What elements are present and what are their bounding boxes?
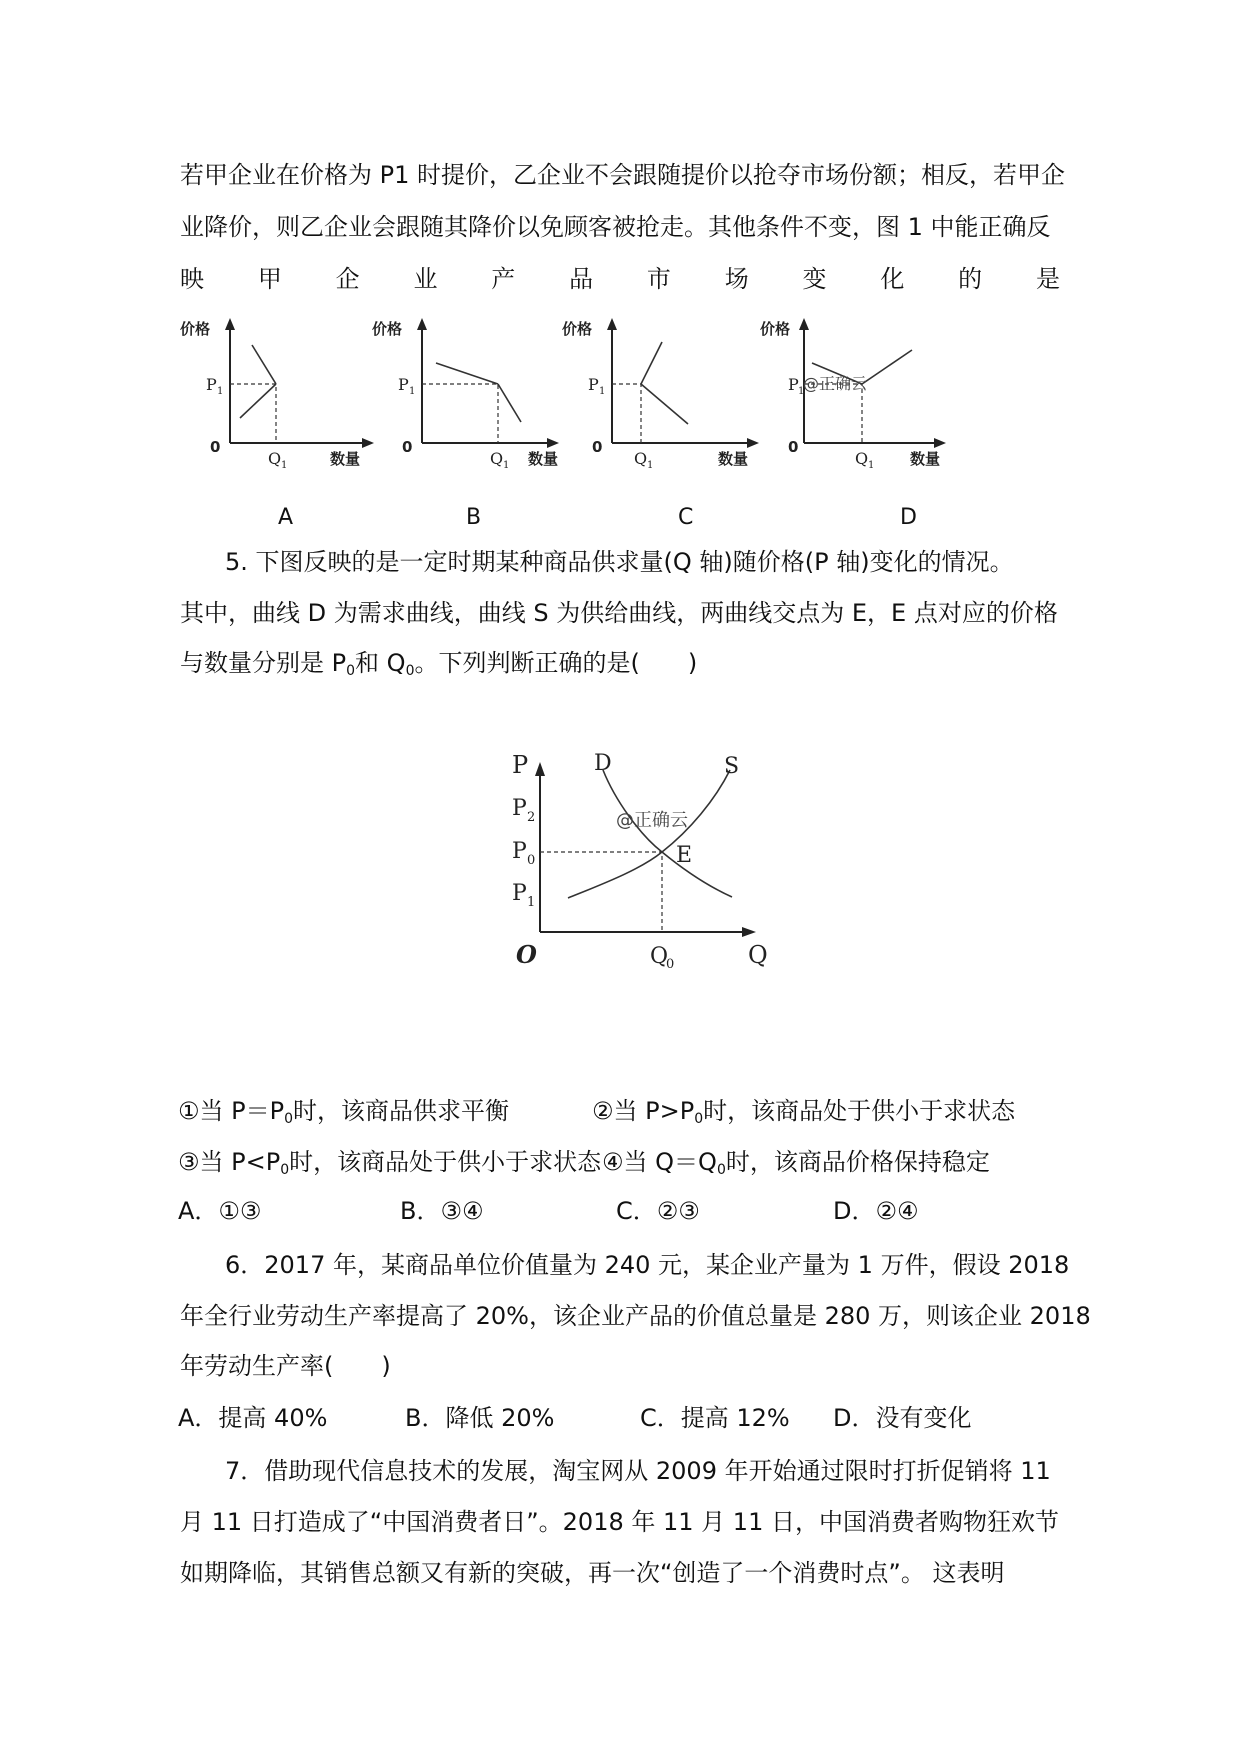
q5-graph-s-label: S <box>724 754 740 779</box>
q7-line-3: 如期降临，其销售总额又有新的突破，再一次“创造了一个消费时点”。 这表明 <box>180 1559 1005 1587</box>
q4-line-1: 若甲企业在价格为 P1 时提价，乙企业不会跟随提价以抢夺市场份额；相反，若甲企 <box>180 161 1065 189</box>
q4-watermark: @正确云 <box>803 374 868 393</box>
q4-graph-b-y-label: 价格 <box>372 320 403 338</box>
q5-graph-q0-sub: 0 <box>666 957 675 972</box>
q5-graph-q-arrow <box>742 927 756 937</box>
q5-graph-p2-label: P <box>512 796 527 821</box>
q5-line-3-part: 。下列判断正确的是( ) <box>414 649 698 677</box>
q4-char: 品 <box>569 265 594 293</box>
q4-option-d: D <box>900 505 917 530</box>
q4-graph-c-q-label: Q <box>634 449 648 468</box>
q5-sub: 0 <box>346 663 356 679</box>
q4-char: 业 <box>413 265 438 293</box>
q4-char: 市 <box>646 265 671 293</box>
q5-graph-e-label: E <box>676 843 693 868</box>
q4-graph-b-origin: 0 <box>402 438 413 456</box>
q5-graph-p1-label: P <box>512 881 527 906</box>
q4-graph-d-q-sub: 1 <box>868 460 875 471</box>
q4-char: 产 <box>491 265 516 293</box>
q5-statement-part: 时，该商品供求平衡 <box>293 1097 510 1125</box>
q5-statement-part: ③当 P<P <box>178 1148 281 1176</box>
q5-statement-4 <box>602 1145 990 1187</box>
q5-option-b[interactable]: B．③④ <box>400 1197 484 1225</box>
q5-graph-p-label: P <box>512 751 529 779</box>
q4-option-b: B <box>466 505 482 530</box>
q5-statement-part: 时，该商品价格保持稳定 <box>725 1148 990 1176</box>
q4-char: 企 <box>335 265 360 293</box>
q6-line-2: 年全行业劳动生产率提高了 20%，该企业产品的价值总量是 280 万，则该企业 2018 <box>180 1302 1091 1330</box>
q5-sub: 0 <box>405 663 415 679</box>
q4-char: 甲 <box>257 265 282 293</box>
q5-sub: 0 <box>280 1162 290 1178</box>
q5-graph-p0-label: P <box>512 839 527 864</box>
q5-statement-3 <box>178 1145 601 1187</box>
q5-option-a[interactable]: A．①③ <box>178 1197 262 1225</box>
q5-sub: 0 <box>284 1111 294 1127</box>
q4-graph-c-q-sub: 1 <box>647 460 654 471</box>
q4-graph-d-x-label: 数量 <box>910 450 941 468</box>
q5-graph-p1-sub: 1 <box>527 895 536 910</box>
q4-graph-d-y-label: 价格 <box>760 320 791 338</box>
q5-option-c[interactable]: C．②③ <box>616 1197 700 1225</box>
q4-graph-d-p-sub: 1 <box>798 386 805 397</box>
q4-graph-a-y-label: 价格 <box>180 320 211 338</box>
q5-statement-part: ②当 P>P <box>592 1097 695 1125</box>
q5-line-3-part: 和 Q <box>355 649 406 677</box>
q4-graph-b-q-label: Q <box>490 449 504 468</box>
q6-option-b[interactable]: B．降低 20% <box>405 1404 555 1432</box>
q5-graph-q0-label: Q <box>650 944 669 969</box>
q5-graph-p-arrow <box>535 762 545 776</box>
q5-graph-origin-label: O <box>516 940 537 969</box>
q5-graph-demand-curve <box>603 770 732 897</box>
q5-option-d[interactable]: D．②④ <box>833 1197 919 1225</box>
q4-option-c: C <box>678 505 694 530</box>
q4-graph-a-q-label: Q <box>268 449 282 468</box>
q5-sub: 0 <box>694 1111 704 1127</box>
q5-line-2: 其中，曲线 D 为需求曲线，曲线 S 为供给曲线，两曲线交点为 E，E 点对应的价格 <box>180 599 1058 627</box>
q6-line-3: 年劳动生产率( ) <box>180 1352 391 1380</box>
q5-statement-part: ④当 Q＝Q <box>602 1148 717 1176</box>
q7-line-2: 月 11 日打造成了“中国消费者日”。2018 年 11 月 11 日，中国消费者购物狂欢节 <box>180 1508 1059 1536</box>
q6-option-c[interactable]: C．提高 12% <box>640 1404 790 1432</box>
q4-graph-b-q-sub: 1 <box>503 460 510 471</box>
q5-line-3-part: 与数量分别是 P <box>180 649 347 677</box>
q4-graph-a-origin: 0 <box>210 438 221 456</box>
q4-graph-d-origin: 0 <box>788 438 799 456</box>
q4-char: 的 <box>958 265 983 293</box>
q5-statement-part: 时，该商品处于供小于求状态 <box>703 1097 1016 1125</box>
q4-line-2: 业降价，则乙企业会跟随其降价以免顾客被抢走。其他条件不变，图 1 中能正确反 <box>180 213 1051 241</box>
q4-graph-a-p-label: P <box>206 375 217 394</box>
q4-option-a: A <box>278 505 294 530</box>
q5-statement-2 <box>592 1094 1015 1136</box>
q4-graph-a-p-sub: 1 <box>217 386 224 397</box>
q4-graph-d-q-label: Q <box>855 449 869 468</box>
q4-graph-b-p-sub: 1 <box>409 386 416 397</box>
q4-graph-b-x-label: 数量 <box>528 450 559 468</box>
q4-graph-c-x-label: 数量 <box>718 450 749 468</box>
q5-statement-part: ①当 P＝P <box>178 1097 285 1125</box>
q4-graph-c-y-label: 价格 <box>562 320 593 338</box>
q5-graph-q-label: Q <box>748 941 768 969</box>
q5-graph-p2-sub: 2 <box>527 810 536 825</box>
q6-option-a[interactable]: A．提高 40% <box>178 1404 328 1432</box>
q4-graph-b-p-label: P <box>398 375 409 394</box>
q4-graph-a-x-label: 数量 <box>330 450 361 468</box>
q5-statement-1 <box>178 1094 509 1136</box>
q4-graph-c-p-sub: 1 <box>599 386 606 397</box>
q5-graph-watermark: @正确云 <box>616 810 688 831</box>
q4-graph-d-p-label: P <box>788 375 799 394</box>
q4-char: 场 <box>724 265 749 293</box>
q5-line-1: 5. 下图反映的是一定时期某种商品供求量(Q 轴)随价格(P 轴)变化的情况。 <box>225 548 1014 576</box>
q5-sub: 0 <box>716 1162 726 1178</box>
q5-graph-supply-curve <box>568 770 730 898</box>
q6-option-d[interactable]: D．没有变化 <box>833 1404 972 1432</box>
q4-graph-c-origin: 0 <box>592 438 603 456</box>
q4-char: 变 <box>802 265 827 293</box>
q6-line-1: 6．2017 年，某商品单位价值量为 240 元，某企业产量为 1 万件，假设 2018 <box>225 1251 1070 1279</box>
q7-line-1: 7．借助现代信息技术的发展，淘宝网从 2009 年开始通过限时打折促销将 11 <box>225 1457 1051 1485</box>
q5-graph-p0-sub: 0 <box>527 853 536 868</box>
q4-graph-a-q-sub: 1 <box>281 460 288 471</box>
q5-graph-d-label: D <box>594 751 612 776</box>
q4-char: 是 <box>1035 265 1060 293</box>
q5-statement-part: 时，该商品处于供小于求状态 <box>289 1148 602 1176</box>
q4-char: 映 <box>180 265 204 293</box>
q4-char: 化 <box>880 265 905 293</box>
q4-graph-c-p-label: P <box>588 375 599 394</box>
